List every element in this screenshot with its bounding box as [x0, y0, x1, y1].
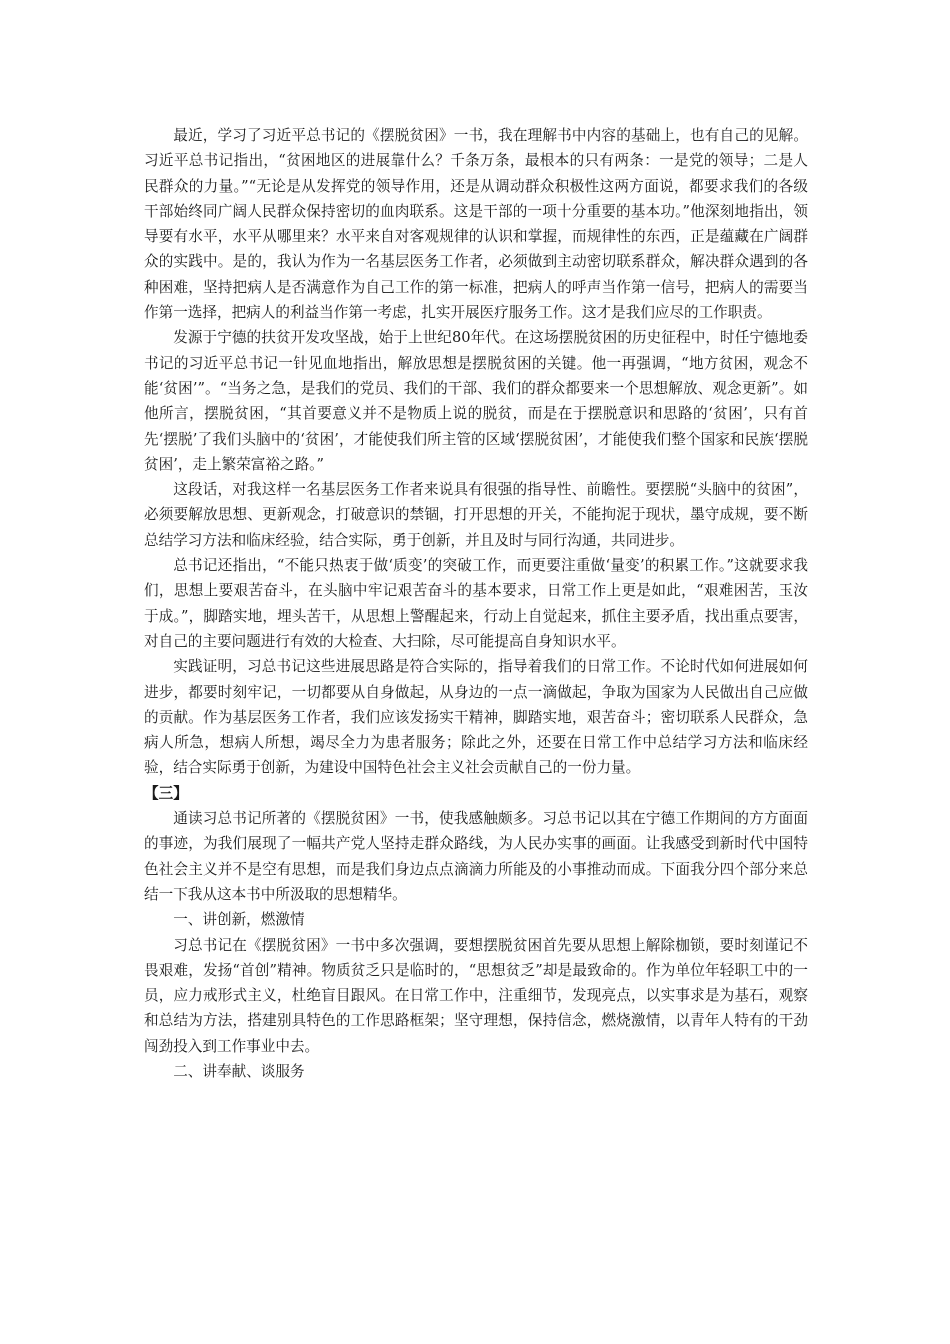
body-paragraph: 总书记还指出，“不能只热衷于做‘质变’的突破工作，而更要注重做‘量变’的积累工作。”这就要求我们，思想上要艰苦奋斗，在头脑中牢记艰苦奋斗的基本要求，日常工作上更是如此，“艰难困苦，玉汝于成。”，脚踏实地，埋头苦干，从思想上警醒起来，行动上自觉起来，抓住主要矛盾，找出重点要害，对自己的主要问题进行有效的大检查、大扫除，尽可能提高自身知识水平。 — [144, 557, 808, 650]
body-paragraph: 习总书记在《摆脱贫困》一书中多次强调，要想摆脱贫困首先要从思想上解除枷锁，要时刻谨记不畏艰难，发扬“首创”精神。物质贫乏只是临时的，“思想贫乏”却是最致命的。作为单位年轻职工中的一员，应力戒形式主义，杜绝盲目跟风。在日常工作中，注重细节，发现亮点，以实事求是为基石，观察和总结为方法，搭建别具特色的工作思路框架；坚守理想，保持信念，燃烧激情，以青年人特有的干劲闯劲投入到工作事业中去。 — [144, 936, 808, 1055]
body-paragraph: 实践证明，习总书记这些进展思路是符合实际的，指导着我们的日常工作。不论时代如何进展如何进步，都要时刻牢记，一切都要从自身做起，从身边的一点一滴做起，争取为国家为人民做出自己应做的贡献。作为基层医务工作者，我们应该发扬实干精神，脚踏实地，艰苦奋斗；密切联系人民群众，急病人所急，想病人所想，竭尽全力为患者服务；除此之外，还要在日常工作中总结学习方法和临床经验，结合实际勇于创新，为建设中国特色社会主义社会贡献自己的一份力量。 — [144, 658, 808, 777]
body-paragraph: 发源于宁德的扶贫开发攻坚战，始于上世纪80年代。在这场摆脱贫困的历史征程中，时任宁德地委书记的习近平总书记一针见血地指出，解放思想是摆脱贫困的关键。他一再强调，“地方贫困，观念不能‘贫困’”。“当务之急，是我们的党员、我们的干部、我们的群众都要来一个思想解放、观念更新”。如他所言，摆脱贫困，“其首要意义并不是物质上说的脱贫，而是在于摆脱意识和思路的‘贫困’，只有首先‘摆脱’了我们头脑中的‘贫困’，才能使我们所主管的区域‘摆脱贫困’，才能使我们整个国家和民族‘摆脱贫困’，走上繁荣富裕之路。” — [144, 329, 808, 473]
document-body — [144, 123, 808, 1084]
body-paragraph: 通读习总书记所著的《摆脱贫困》一书，使我感触颇多。习总书记以其在宁德工作期间的方方面面的事迹，为我们展现了一幅共产党人坚持走群众路线，为人民办实事的画面。让我感受到新时代中国特色社会主义并不是空有思想，而是我们身边点点滴滴力所能及的小事推动而成。下面我分四个部分来总结一下我从这本书中所汲取的思想精华。 — [144, 810, 808, 903]
subsection-heading: 一、讲创新，燃激情 — [173, 911, 305, 929]
section-heading: 【三】 — [144, 784, 188, 802]
body-paragraph: 这段话，对我这样一名基层医务工作者来说具有很强的指导性、前瞻性。要摆脱“头脑中的贫困”，必须要解放思想、更新观念，打破意识的禁锢，打开思想的开关，不能拘泥于现状，墨守成规，要不断总结学习方法和临床经验，结合实际，勇于创新，并且及时与同行沟通，共同进步。 — [144, 481, 808, 549]
body-paragraph: 最近，学习了习近平总书记的《摆脱贫困》一书，我在理解书中内容的基础上，也有自己的见解。习近平总书记指出，“贫困地区的进展靠什么？千条万条，最根本的只有两条：一是党的领导；二是人民群众的力量。”“无论是从发挥党的领导作用，还是从调动群众积极性这两方面说，都要求我们的各级干部始终同广阔人民群众保持密切的血肉联系。这是干部的一项十分重要的基本功。”他深刻地指出，领导要有水平，水平从哪里来？水平来自对客观规律的认识和掌握，而规律性的东西，正是蕴藏在广阔群众的实践中。是的，我认为作为一名基层医务工作者，必须做到主动密切联系群众，解决群众遇到的各种困难，坚持把病人是否满意作为自己工作的第一标准，把病人的呼声当作第一信号，把病人的需要当作第一选择，把病人的利益当作第一考虑，扎实开展医疗服务工作。这才是我们应尽的工作职责。 — [144, 127, 808, 322]
subsection-heading: 二、讲奉献、谈服务 — [173, 1062, 305, 1080]
